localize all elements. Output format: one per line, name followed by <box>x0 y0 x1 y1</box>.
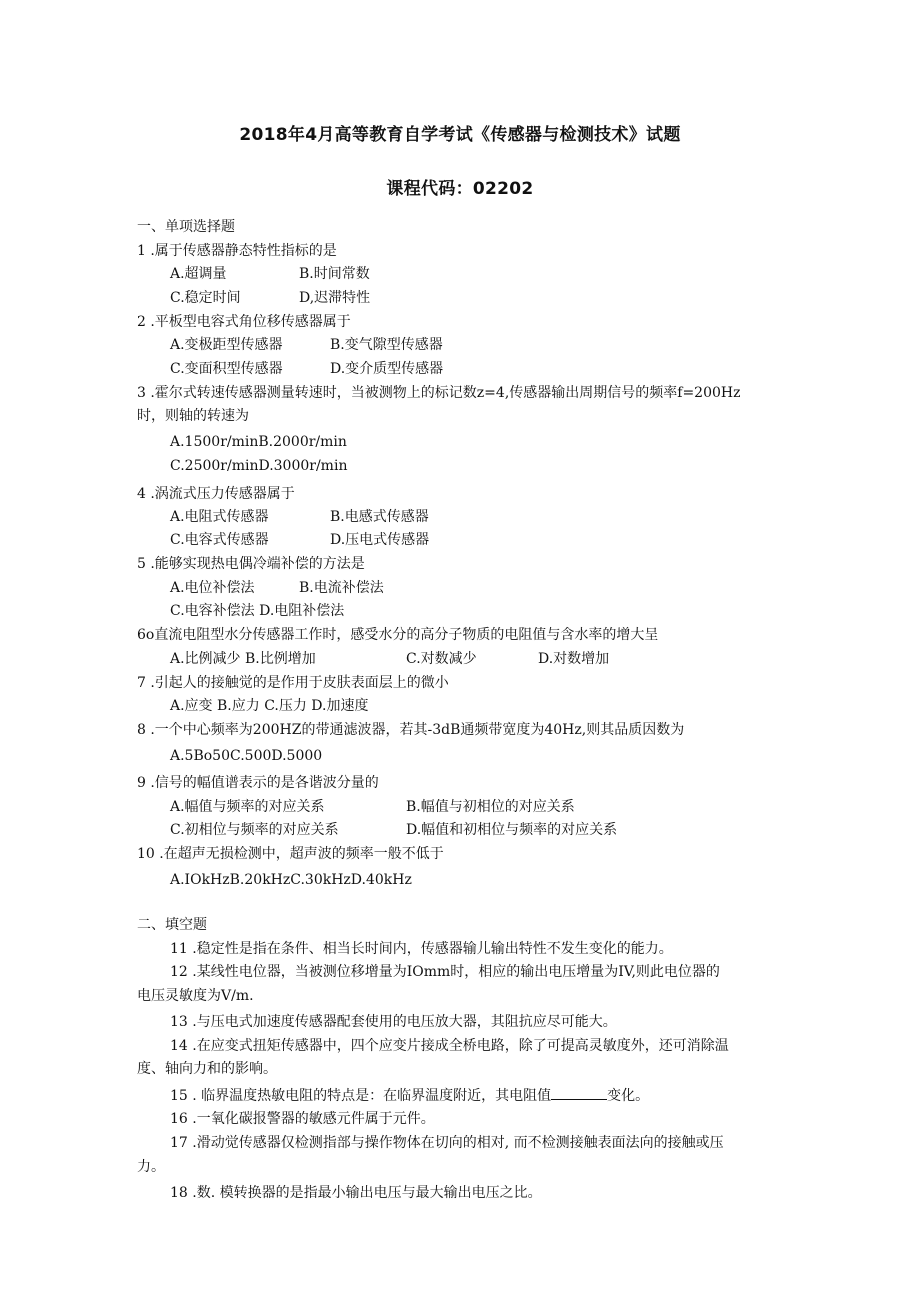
question-5-option-b: B.电流补偿法 <box>299 580 384 596</box>
question-4-option-a: A.电阻式传感器 <box>170 509 269 525</box>
question-5-stem: 5 .能够实现热电偶冷端补偿的方法是 <box>137 556 365 572</box>
answer-blank <box>551 1087 607 1100</box>
question-3-stem-line2: 时，则轴的转速为 <box>137 408 249 424</box>
question-12-line2: 电压灵敏度为V/m. <box>137 988 254 1004</box>
question-1-option-c: C.稳定时间 <box>170 290 241 306</box>
question-2-option-a: A.变极距型传感器 <box>170 337 283 353</box>
section-heading-choice: 一、单项选择题 <box>137 219 235 235</box>
question-3-options-ab: A.1500r/minB.2000r/min <box>170 434 347 450</box>
question-6-options-ab: A.比例减少 B.比例增加 <box>170 651 316 667</box>
question-2-option-b: B.变气隙型传感器 <box>330 337 443 353</box>
question-2-stem: 2 .平板型电容式角位移传感器属于 <box>137 314 351 330</box>
question-4-stem: 4 .涡流式压力传感器属于 <box>137 486 295 502</box>
question-14-line2: 度、轴向力和的影响。 <box>137 1061 277 1077</box>
question-17-line2: 力。 <box>137 1159 165 1175</box>
question-1-option-b: B.时间常数 <box>299 266 370 282</box>
question-4-option-c: C.电容式传感器 <box>170 532 269 548</box>
question-9-option-a: A.幅值与频率的对应关系 <box>170 799 325 815</box>
question-2-option-c: C.变面积型传感器 <box>170 361 283 377</box>
exam-title: 2018年4月高等教育自学考试《传感器与检测技术》试题 <box>239 125 681 145</box>
course-code: 课程代码：02202 <box>386 179 534 199</box>
question-10-stem: 10 .在超声无损检测中，超声波的频率一般不低于 <box>137 846 444 862</box>
section-heading-fill: 二、填空题 <box>137 917 207 933</box>
question-1-option-a: A.超调量 <box>170 266 227 282</box>
question-10-options: A.IOkHzB.20kHzC.30kHzD.40kHz <box>170 872 412 888</box>
question-4-option-b: B.电感式传感器 <box>330 509 429 525</box>
question-9-option-c: C.初相位与频率的对应关系 <box>170 822 339 838</box>
question-12-line1: 12 .某线性电位器，当被测位移增量为IOmm时，相应的输出电压增量为IV,则此电位器的 <box>170 964 720 980</box>
question-9-option-b: B.幅值与初相位的对应关系 <box>406 799 575 815</box>
question-2-option-d: D.变介质型传感器 <box>330 361 444 377</box>
question-18: 18 .数. 模转换器的是指最小输出电压与最大输出电压之比。 <box>170 1185 542 1201</box>
question-3-options-cd: C.2500r/minD.3000r/min <box>170 458 348 474</box>
question-16: 16 .一氧化碳报警器的敏感元件属于元件。 <box>170 1111 435 1127</box>
question-14-line1: 14 .在应变式扭矩传感器中，四个应变片接成全桥电路，除了可提高灵敏度外，还可消除温 <box>170 1038 729 1054</box>
question-11: 11 .稳定性是指在条件、相当长时间内，传感器输儿输出特性不发生变化的能力。 <box>170 941 673 957</box>
question-5-option-a: A.电位补偿法 <box>170 580 255 596</box>
question-8-options: A.5Bo50C.500D.5000 <box>170 748 323 764</box>
question-3-stem-line1: 3 .霍尔式转速传感器测量转速时，当被测物上的标记数z=4,传感器输出周期信号的频率f=200Hz <box>137 385 741 401</box>
question-15-after-blank: 变化。 <box>607 1088 650 1104</box>
question-15-before-blank: 15 . 临界温度热敏电阻的特点是：在临界温度附近，其电阻值 <box>170 1088 552 1104</box>
question-13: 13 .与压电式加速度传感器配套使用的电压放大器，其阻抗应尽可能大。 <box>170 1014 617 1030</box>
question-9-option-d: D.幅值和初相位与频率的对应关系 <box>406 822 618 838</box>
question-15 <box>170 1087 649 1104</box>
question-5-options-cd: C.电容补偿法 D.电阻补偿法 <box>170 603 345 619</box>
question-6-option-c: C.对数减少 <box>406 651 477 667</box>
question-9-stem: 9 .信号的幅值谱表示的是各谐波分量的 <box>137 775 379 791</box>
question-6-stem: 6o直流电阻型水分传感器工作时，感受水分的高分子物质的电阻值与含水率的增大呈 <box>137 627 659 643</box>
question-17-line1: 17 .滑动觉传感器仅检测指部与操作物体在切向的相对, 而不检测接触表面法向的接触或压 <box>170 1135 724 1151</box>
question-1-option-d: D,迟滞特性 <box>299 290 371 306</box>
question-4-option-d: D.压电式传感器 <box>330 532 430 548</box>
question-8-stem: 8 .一个中心频率为200HZ的带通滤波器，若其-3dB通频带宽度为40Hz,则其品质因数为 <box>137 722 685 738</box>
question-7-options: A.应变 B.应力 C.压力 D.加速度 <box>170 698 369 714</box>
question-6-option-d: D.对数增加 <box>538 651 610 667</box>
question-7-stem: 7 .引起人的接触觉的是作用于皮肤表面层上的微小 <box>137 675 449 691</box>
question-1-stem: 1 .属于传感器静态特性指标的是 <box>137 243 337 259</box>
